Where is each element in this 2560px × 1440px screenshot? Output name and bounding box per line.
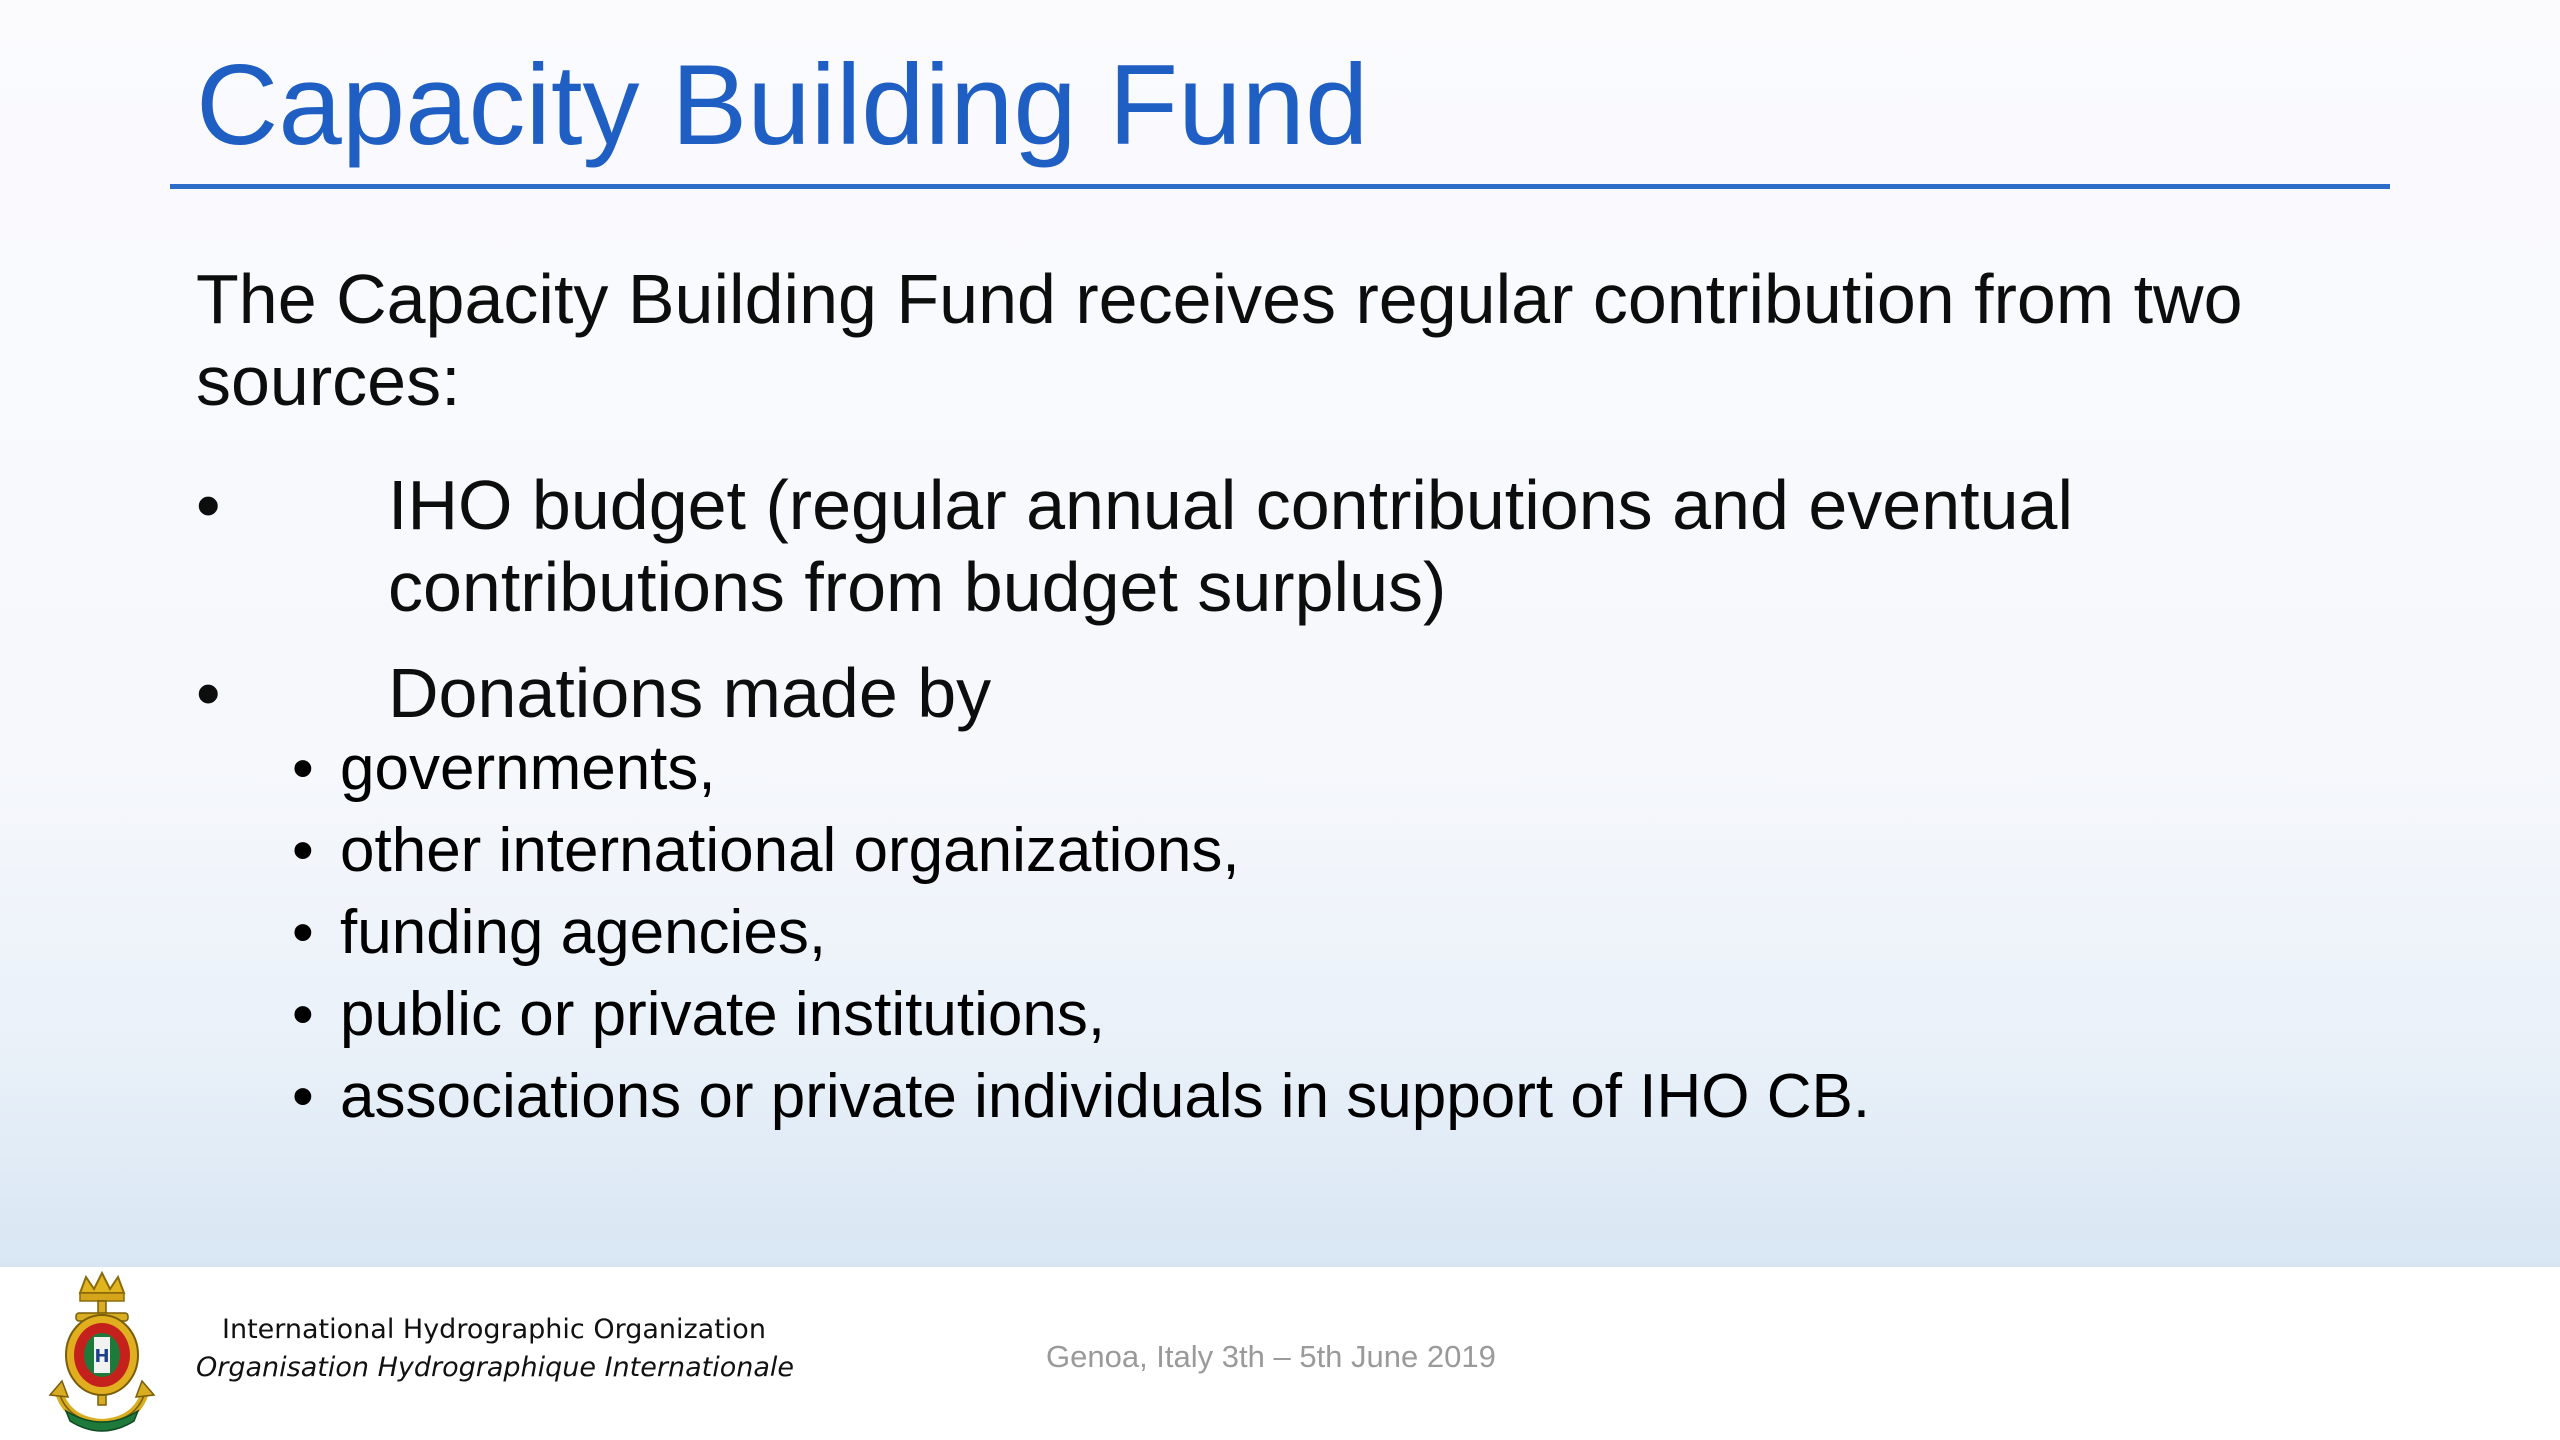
iho-emblem-icon xyxy=(36,1271,168,1435)
title-divider xyxy=(170,184,2390,189)
sub-bullet-text: other international organizations, xyxy=(340,816,1240,885)
slide-title: Capacity Building Fund xyxy=(196,42,1369,169)
svg-text:H: H xyxy=(94,1346,110,1367)
main-bullet-list xyxy=(196,464,2396,734)
sub-bullet-marker: • xyxy=(292,1062,314,1131)
donor-sub-list xyxy=(292,728,1870,1138)
bullet-text: IHO budget (regular annual contributions and eventual contributions from budget surplus) xyxy=(388,466,2073,626)
sub-bullet-marker: • xyxy=(292,980,314,1049)
slide-content xyxy=(196,258,2396,758)
bullet-text: Donations made by xyxy=(388,654,992,732)
slide-footer xyxy=(0,1267,2560,1440)
organization-name xyxy=(196,1311,794,1387)
org-name-english: International Hydrographic Organization xyxy=(222,1314,766,1345)
sub-bullet-item xyxy=(292,728,1870,810)
bullet-marker: • xyxy=(196,654,221,732)
sub-bullet-text: associations or private individuals in support of IHO CB. xyxy=(340,1062,1871,1131)
bullet-marker: • xyxy=(196,466,221,544)
sub-bullet-item xyxy=(292,1056,1870,1138)
bullet-item-donations xyxy=(196,652,2396,734)
sub-bullet-marker: • xyxy=(292,734,314,803)
intro-text: The Capacity Building Fund receives regular contribution from two sources: xyxy=(196,260,2243,420)
sub-bullet-item xyxy=(292,974,1870,1056)
sub-bullet-text: governments, xyxy=(340,734,716,803)
sub-bullet-text: funding agencies, xyxy=(340,898,827,967)
sub-bullet-item xyxy=(292,810,1870,892)
sub-bullet-text: public or private institutions, xyxy=(340,980,1106,1049)
bullet-item-budget xyxy=(196,464,2396,628)
sub-bullet-marker: • xyxy=(292,816,314,885)
sub-bullet-marker: • xyxy=(292,898,314,967)
sub-bullet-item xyxy=(292,892,1870,974)
event-location-date: Genoa, Italy 3th – 5th June 2019 xyxy=(1046,1339,1496,1374)
org-name-french: Organisation Hydrographique Internationale xyxy=(196,1352,794,1383)
